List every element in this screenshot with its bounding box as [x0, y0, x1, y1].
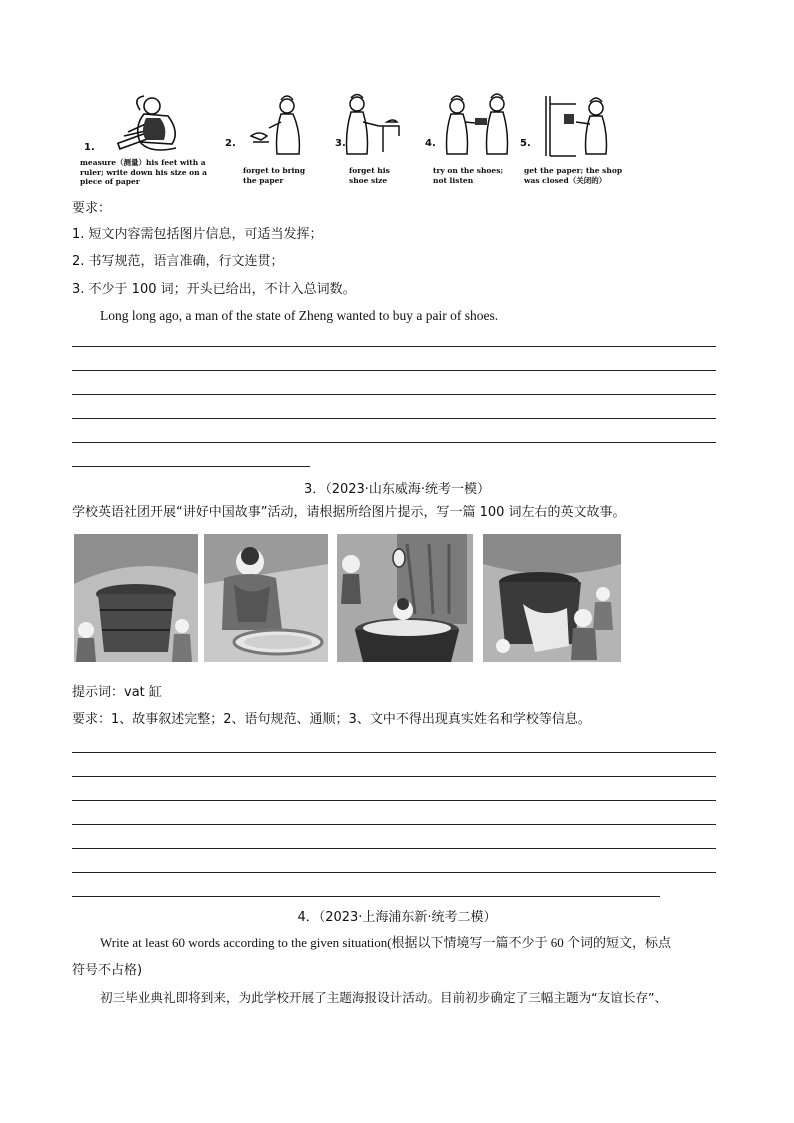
- panel-5-caption: get the paper; the shop was closed（关闭的）: [524, 166, 623, 185]
- panel-1-number: 1.: [84, 142, 95, 153]
- essay-opening-sentence: Long long ago, a man of the state of Zheng wanted to buy a pair of shoes.: [100, 308, 499, 323]
- panel-2-caption: forget to bring the paper: [243, 166, 306, 185]
- answer-line: [72, 776, 716, 777]
- story-picture-2: [204, 534, 328, 662]
- answer-line-short: [72, 466, 310, 467]
- question-3-prompt: 学校英语社团开展“讲好中国故事”活动，请根据所给图片提示，写一篇 100 词左右的英文故事。: [72, 505, 626, 520]
- question-3-requirements: 要求：1、故事叙述完整；2、语句规范、通顺；3、文中不得出现真实姓名和学校等信息。: [72, 712, 591, 727]
- answer-line: [72, 442, 716, 443]
- panel-1-caption: measure（测量）his feet with a ruler; write down his size on a piece of paper: [80, 158, 208, 186]
- answer-line: [72, 752, 716, 753]
- comic-panel-5: [520, 92, 640, 192]
- man-forgets-paper-illustration: [225, 92, 320, 162]
- requirement-3: 3. 不少于 100 词；开头已给出，不计入总词数。: [72, 282, 356, 297]
- man-at-shoe-stall-illustration: [335, 92, 420, 162]
- answer-line: [72, 346, 716, 347]
- comic-panel-1: [80, 92, 220, 192]
- comic-panel-2: [225, 92, 320, 192]
- question-3-heading: 3．（2023·山东威海·统考一模）: [303, 482, 491, 497]
- answer-line: [72, 370, 716, 371]
- story-picture-strip: [74, 534, 622, 666]
- man-measuring-feet-illustration: [80, 92, 220, 162]
- man-and-shopkeeper-illustration: [425, 92, 525, 162]
- comic-panel-4: [425, 92, 525, 192]
- closed-shop-illustration: [520, 92, 640, 162]
- requirements-title: 要求：: [72, 201, 112, 216]
- answer-line: [72, 872, 716, 873]
- answer-line: [72, 418, 716, 419]
- answer-line-short: [72, 896, 660, 897]
- requirement-2: 2. 书写规范，语言准确，行文连贯；: [72, 254, 284, 269]
- panel-5-number: 5.: [520, 138, 531, 149]
- answer-line: [72, 394, 716, 395]
- panel-3-number: 3.: [335, 138, 346, 149]
- panel-2-number: 2.: [225, 138, 236, 149]
- story-picture-4: [483, 534, 621, 662]
- comic-strip: [80, 92, 640, 192]
- requirement-1: 1. 短文内容需包括图片信息，可适当发挥；: [72, 227, 323, 242]
- question-4-instruction-line-2: 符号不占格): [72, 963, 143, 978]
- question-4-situation: 初三毕业典礼即将到来，为此学校开展了主题海报设计活动。目前初步确定了三幅主题为“友谊长存”、: [100, 990, 668, 1005]
- answer-line: [72, 800, 716, 801]
- panel-4-number: 4.: [425, 138, 436, 149]
- story-picture-1: [74, 534, 198, 662]
- panel-3-caption: forget his shoe size: [349, 166, 390, 185]
- panel-4-caption: try on the shoes; not listen: [433, 166, 504, 185]
- comic-panel-3: [335, 92, 420, 192]
- story-picture-3: [337, 534, 473, 662]
- question-4-instruction-line-1: Write at least 60 words according to the given situation(根据以下情境写一篇不少于 60 个词的短文，标点: [100, 935, 672, 950]
- hint-words: 提示词：vat 缸: [72, 685, 162, 700]
- answer-line: [72, 824, 716, 825]
- question-4-heading: 4．（2023·上海浦东新·统考二模）: [297, 910, 497, 925]
- answer-line: [72, 848, 716, 849]
